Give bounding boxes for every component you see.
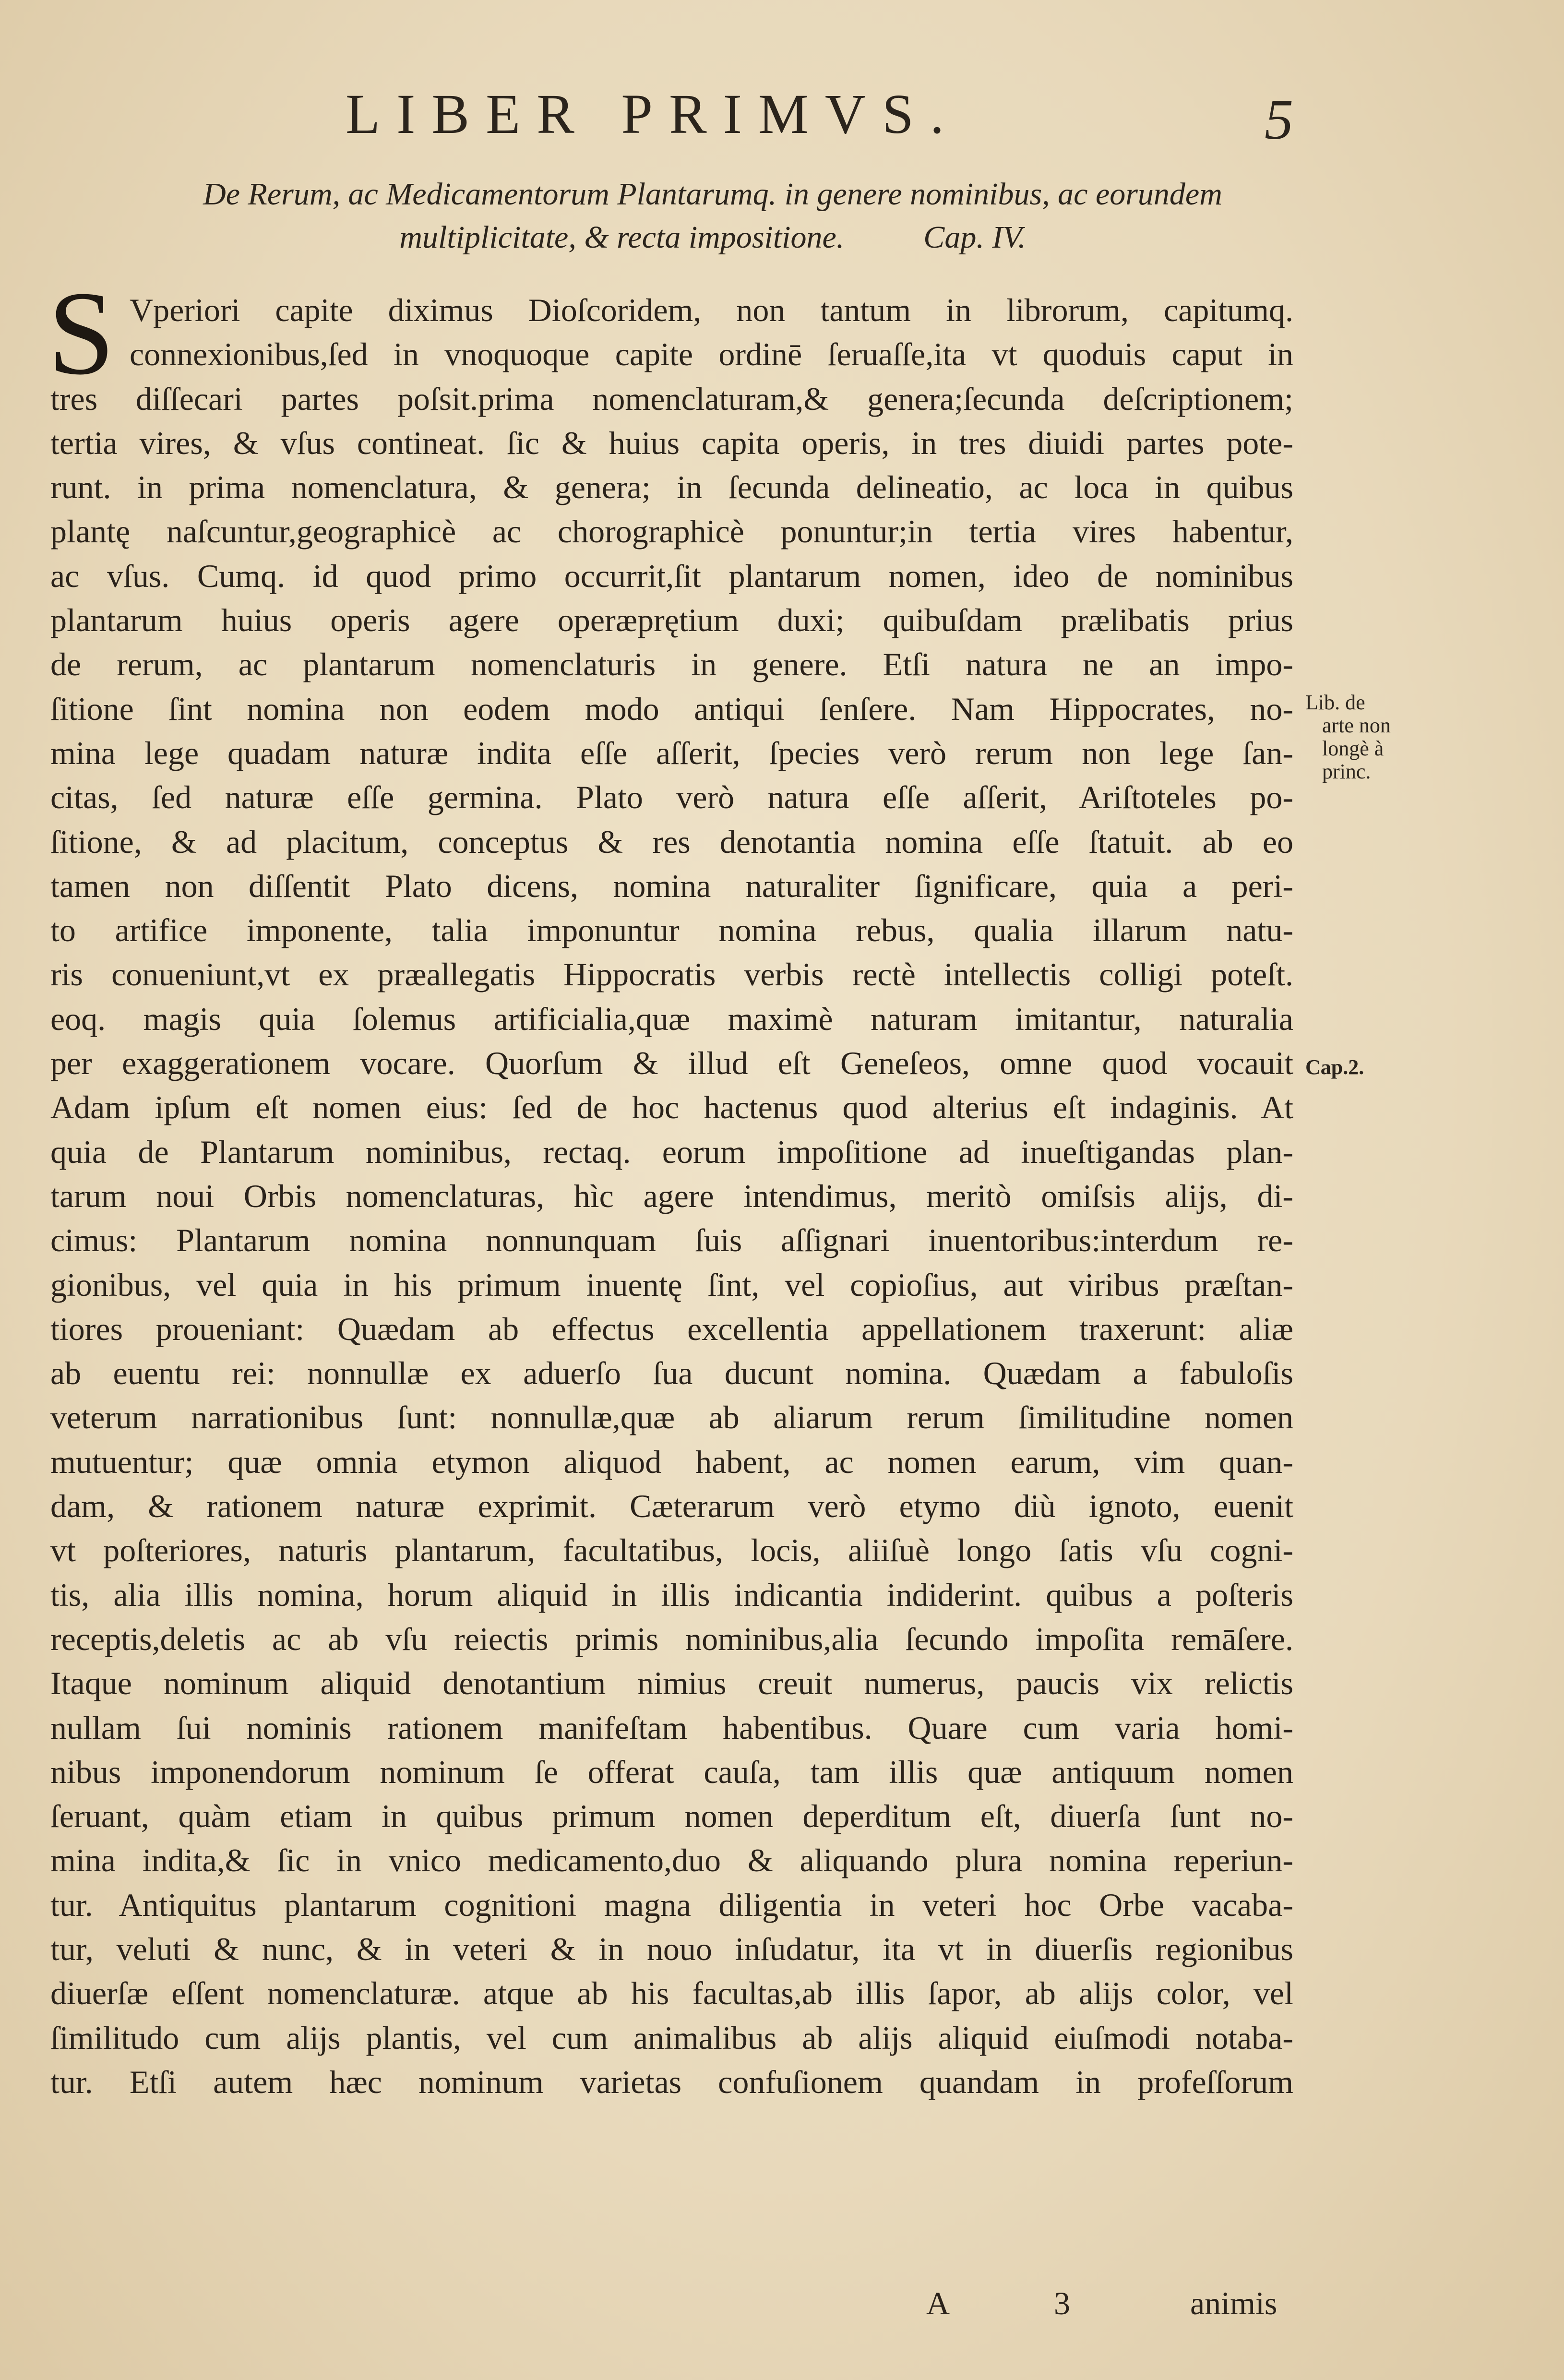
- body-line: veterum narrationibus ſunt: nonnullæ,quæ ab aliarum rerum ſimilitudine nomen: [50, 1399, 1293, 1436]
- body-line: quia de Plantarum nominibus, rectaq. eorum impoſitione ad inueſtigandas plan-: [50, 1133, 1293, 1170]
- body-line: tur, veluti & nunc, & in veteri & in nouo inſudatur, ita vt in diuerſis regionibus: [50, 1930, 1293, 1967]
- body-line: eoq. magis quia ſolemus artificialia,quæ maximè naturam imitantur, naturalia: [50, 1000, 1293, 1037]
- margin-note-line: princ.: [1322, 760, 1371, 783]
- body-line: tur. Etſi autem hæc nominum varietas confuſionem quandam in profeſſorum: [50, 2063, 1293, 2100]
- body-line: ſitione, & ad placitum, conceptus & res denotantia nomina eſſe ſtatuit. ab eo: [50, 823, 1293, 860]
- chapter-heading: [101, 173, 1325, 259]
- body-line: runt. in prima nomenclatura, & genera; in ſecunda delineatio, ac loca in quibus: [50, 469, 1293, 506]
- body-line: de rerum, ac plantarum nomenclaturis in genere. Etſi natura ne an impo-: [50, 646, 1293, 683]
- body-line: tarum noui Orbis nomenclaturas, hìc agere intendimus, meritò omiſsis alijs, di-: [50, 1177, 1293, 1214]
- running-head: LIBER PRIMVS.: [346, 83, 961, 145]
- body-line: ab euentu rei: nonnullæ ex aduerſo ſua ducunt nomina. Quædam a fabuloſis: [50, 1355, 1293, 1392]
- chapter-heading-line-2: multiplicitate, & recta impositione. Cap. IV.: [399, 220, 1026, 255]
- body-line: mina indita,& ſic in vnico medicamento,duo & aliquando plura nomina reperiun-: [50, 1842, 1293, 1879]
- page-number: 5: [1265, 87, 1293, 151]
- body-line: tiores proueniant: Quædam ab effectus excellentia appellationem traxerunt: aliæ: [50, 1310, 1293, 1347]
- body-line: vt poſteriores, naturis plantarum, facultatibus, locis, aliiſuè longo ſatis vſu cogni-: [50, 1532, 1293, 1569]
- body-line: plantarum huius operis agere operæprętium duxi; quibuſdam prælibatis prius: [50, 602, 1293, 639]
- body-line: plantę naſcuntur,geographicè ac chorographicè ponuntur;in tertia vires habentur,: [50, 513, 1293, 550]
- body-line: nibus imponendorum nominum ſe offerat cauſa, tam illis quæ antiquum nomen: [50, 1753, 1293, 1790]
- body-line: tis, alia illis nomina, horum aliquid in illis indicantia indiderint. quibus a poſteris: [50, 1576, 1293, 1613]
- body-line: to artifice imponente, talia imponuntur nomina rebus, qualia illarum natu-: [50, 912, 1293, 949]
- body-line: tamen non diſſentit Plato dicens, nomina naturaliter ſignificare, quia a peri-: [50, 867, 1293, 904]
- body-line: receptis,deletis ac ab vſu reiectis primis nominibus,alia ſecundo impoſita remāſere.: [50, 1620, 1293, 1657]
- body-line: nullam ſui nominis rationem manifeſtam habentibus. Quare cum varia homi-: [50, 1709, 1293, 1746]
- signature-letter: A: [926, 2285, 950, 2321]
- body-line: citas, ſed naturæ eſſe germina. Plato verò natura eſſe aſſerit, Ariſtoteles po-: [50, 779, 1293, 816]
- body-line: dam, & rationem naturæ exprimit. Cæterarum verò etymo diù ignoto, euenit: [50, 1488, 1293, 1525]
- body-line: ris conueniunt,vt ex præallegatis Hippocratis verbis rectè intellectis colligi poteſt.: [50, 956, 1293, 993]
- body-line: connexionibus,ſed in vnoquoque capite ordinē ſeruaſſe,ita vt quoduis caput in: [130, 336, 1293, 373]
- margin-note-cap-2: Cap.2.: [1305, 1055, 1364, 1079]
- body-line: diuerſæ eſſent nomenclaturæ. atque ab his facultas,ab illis ſapor, ab alijs color, vel: [50, 1975, 1293, 2012]
- body-line: Itaque nominum aliquid denotantium nimius creuit numerus, paucis vix relictis: [50, 1665, 1293, 1702]
- body-line: Vperiori capite diximus Dioſcoridem, non tantum in librorum, capitumq.: [130, 292, 1293, 328]
- body-line: gionibus, vel quia in his primum inuentę ſint, vel copioſius, aut viribus præſtan-: [50, 1266, 1293, 1303]
- body-line: Adam ipſum eſt nomen eius: ſed de hoc hactenus quod alterius eſt indaginis. At: [50, 1089, 1293, 1126]
- chapter-heading-line-1: De Rerum, ac Medicamentorum Plantarumq. in genere nominibus, ac eorundem: [203, 177, 1222, 212]
- margin-note-line: arte non: [1322, 714, 1391, 737]
- body-line: ſeruant, quàm etiam in quibus primum nomen deperditum eſt, diuerſa ſunt no-: [50, 1798, 1293, 1835]
- signature-mark: [926, 2284, 1070, 2322]
- body-text: [50, 288, 1293, 2104]
- catchword: animis: [1190, 2285, 1277, 2321]
- margin-note-lib-de-arte: [1305, 691, 1391, 783]
- body-line: mutuentur; quæ omnia etymon aliquod habent, ac nomen earum, vim quan-: [50, 1443, 1293, 1480]
- body-line: ſimilitudo cum alijs plantis, vel cum animalibus ab alijs aliquid eiuſmodi notaba-: [50, 2019, 1293, 2056]
- margin-note-line: Lib. de: [1305, 691, 1365, 714]
- body-line: mina lege quadam naturæ indita eſſe aſſerit, ſpecies verò rerum non lege ſan-: [50, 734, 1293, 771]
- margin-note-line: longè à: [1322, 737, 1384, 760]
- body-line: tres diſſecari partes poſsit.prima nomenclaturam,& genera;ſecunda deſcriptionem;: [50, 380, 1293, 417]
- body-line: ſitione ſint nomina non eodem modo antiqui ſenſere. Nam Hippocrates, no-: [50, 690, 1293, 727]
- signature-number: 3: [1054, 2285, 1070, 2321]
- drop-cap: S: [48, 267, 115, 400]
- body-line: ac vſus. Cumq. id quod primo occurrit,ſit plantarum nomen, ideo de nominibus: [50, 557, 1293, 594]
- body-line: tertia vires, & vſus contineat. ſic & huius capita operis, in tres diuidi partes pote-: [50, 424, 1293, 461]
- body-line: cimus: Plantarum nomina nonnunquam ſuis aſſignari inuentoribus:interdum re-: [50, 1222, 1293, 1259]
- body-line: tur. Antiquitus plantarum cognitioni magna diligentia in veteri hoc Orbe vacaba-: [50, 1886, 1293, 1923]
- body-line: per exaggerationem vocare. Quorſum & illud eſt Geneſeos, omne quod vocauit: [50, 1045, 1293, 1082]
